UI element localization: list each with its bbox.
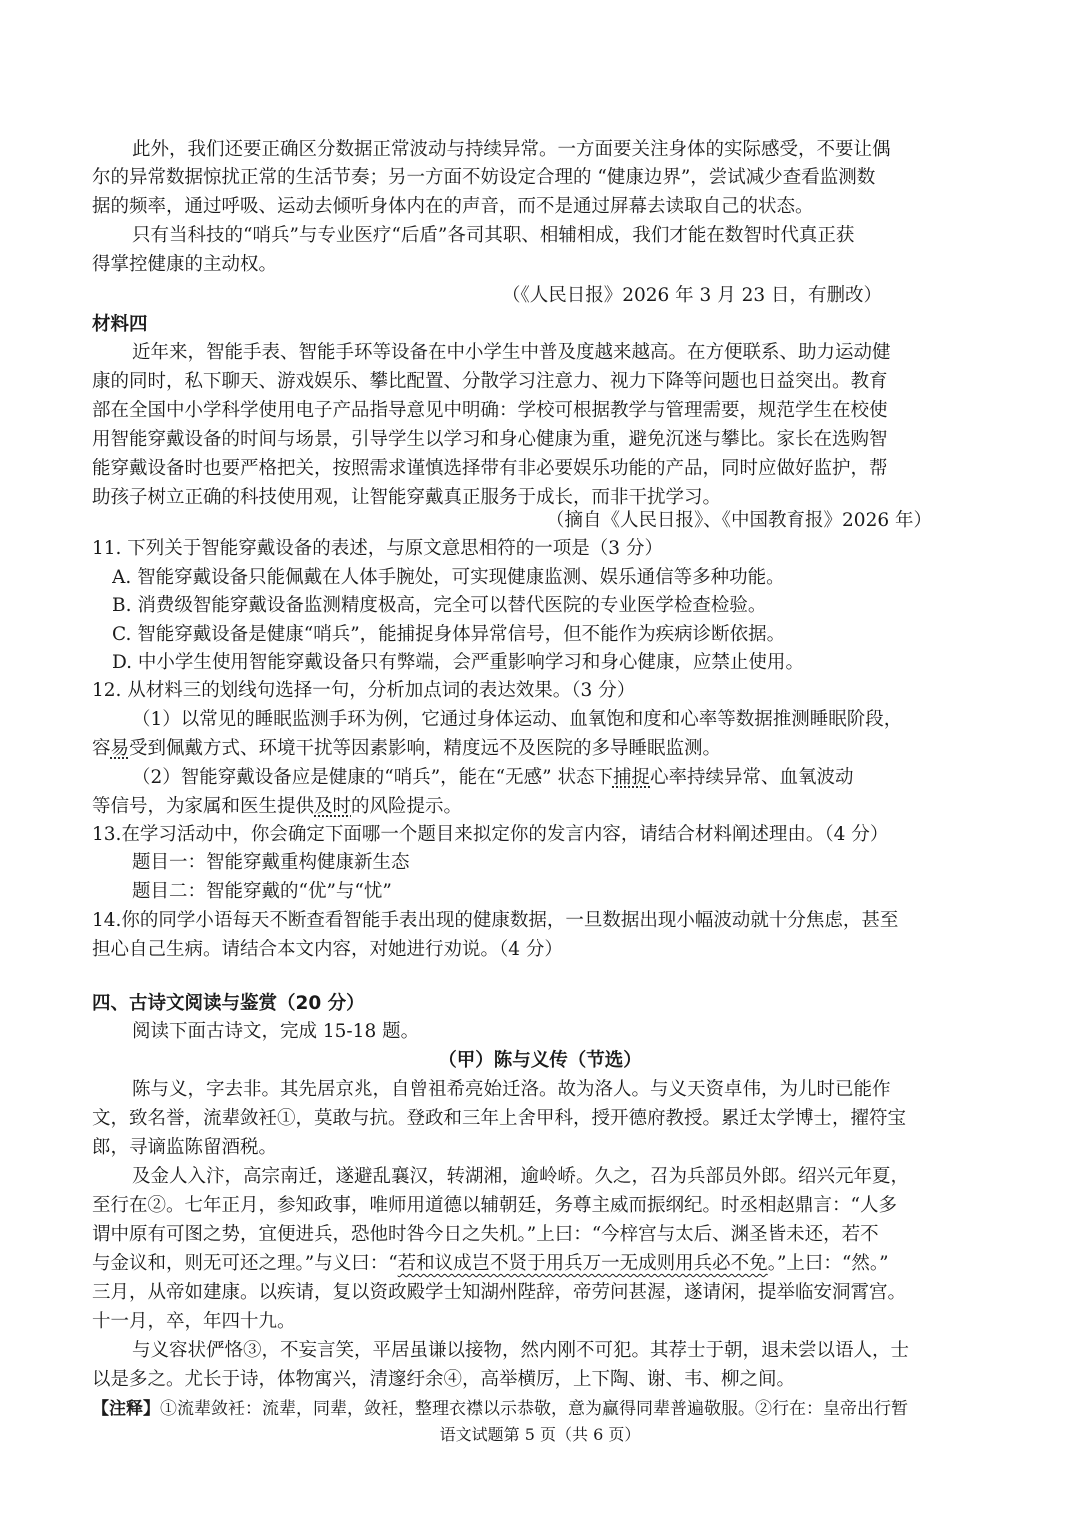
passage-p1-line-2: 文，致名誉，流辈敛衽①，莫敢与抗。登政和三年上舍甲科，授开德府教授。累迁太学博士，擢符宝: [92, 1108, 907, 1129]
p2-wavy-underlined-sentence: 若和议成岂不贤于用兵万一无成则用兵必不免: [397, 1253, 768, 1274]
m3-line-2: 尔的异常数据惊扰正常的生活节奏；另一方面不妨设定合理的 “健康边界”，尝试减少查看监测数: [92, 167, 876, 188]
q12-s2b-text-post: 的风险提示。: [351, 796, 463, 817]
passage-p1-line-3: 郎，寻谪监陈留酒税。: [92, 1137, 278, 1158]
q12-s2-text-pre: （2）智能穿戴设备应是健康的“哨兵”，能在“无感” 状态下: [132, 767, 613, 788]
passage-p2-line-5: 三月，从帝如建康。以疾请，复以资政殿学士知湖州陛辞，帝劳问甚渥，遂请闲，提举临安洞霄宫。: [92, 1282, 907, 1303]
passage-p2-line-2: 至行在②。七年正月，参知政事，唯师用道德以辅朝廷，务尊主威而振纲纪。时丞相赵鼎言：“人多: [92, 1195, 897, 1216]
q12-s2-dotted-word-1: 捕捉: [612, 767, 650, 788]
q12-s2-text-post: 心率持续异常、血氧波动: [650, 767, 854, 788]
q12-s1-text-pre: 容: [92, 738, 111, 759]
q12-sentence-1-line-2: [92, 735, 942, 763]
m4-source: （摘自《人民日报》、《中国教育报》2026 年）: [546, 510, 932, 531]
q12-sentence-1-line-1: （1）以常见的睡眠监测手环为例，它通过身体运动、血氧饱和度和心率等数据推测睡眠阶段，: [132, 709, 903, 730]
m4-heading: 材料四: [92, 314, 148, 335]
m3-line-3: 据的频率，通过呼吸、运动去倾听身体内在的声音，而不是通过屏幕去读取自己的状态。: [92, 196, 814, 217]
passage-p1-line-1: 陈与义，字去非。其先居京兆，自曾祖希亮始迁洛。故为洛人。与义天资卓伟，为儿时已能作: [132, 1079, 891, 1100]
p2-line-4-post: 。”上曰：“然。”: [767, 1253, 889, 1274]
q12-s2b-text-pre: 等信号，为家属和医生提供: [92, 796, 315, 817]
m3-line-5: 得掌控健康的主动权。: [92, 254, 278, 275]
p2-line-4-pre: 与金议和，则无可还之理。”与义曰：“: [92, 1253, 398, 1274]
passage-title: （甲）陈与义传（节选）: [438, 1050, 642, 1071]
section-4-heading: 四、古诗文阅读与鉴赏（20 分）: [92, 993, 365, 1014]
passage-p3-line-2: 以是多之。尤长于诗，体物寓兴，清邃纡余④，高举横厉，上下陶、谢、韦、柳之间。: [92, 1369, 796, 1390]
m3-line-4: 只有当科技的“哨兵”与专业医疗“后盾”各司其职、相辅相成，我们才能在数智时代真正获: [132, 225, 855, 246]
m4-line-6: 助孩子树立正确的科技使用观，让智能穿戴真正服务于成长，而非干扰学习。: [92, 487, 722, 508]
q14-line-2: 担心自己生病。请结合本文内容，对她进行劝说。（4 分）: [92, 939, 563, 960]
q12-stem: 12. 从材料三的划线句选择一句，分析加点词的表达效果。（3 分）: [92, 680, 636, 701]
annotation-note: [92, 1395, 942, 1423]
q11-stem: 11. 下列关于智能穿戴设备的表述，与原文意思相符的一项是（3 分）: [92, 538, 663, 559]
q11-option-c: C. 智能穿戴设备是健康“哨兵”，能捕捉身体异常信号，但不能作为疾病诊断依据。: [112, 624, 786, 645]
q12-s1-text-post: 受到佩戴方式、环境干扰等因素影响，精度远不及医院的多导睡眠监测。: [129, 738, 722, 759]
m4-line-5: 能穿戴设备时也要严格把关，按照需求谨慎选择带有非必要娱乐功能的产品，同时应做好监护，帮: [92, 458, 888, 479]
q11-option-b: B. 消费级智能穿戴设备监测精度极高，完全可以替代医院的专业医学检查检验。: [112, 595, 767, 616]
m4-line-1: 近年来，智能手表、智能手环等设备在中小学生中普及度越来越高。在方便联系、助力运动健: [132, 342, 891, 363]
m3-source: （《人民日报》2026 年 3 月 23 日，有删改）: [501, 285, 882, 306]
q13-topic-2: 题目二：智能穿戴的“优”与“忧”: [132, 881, 392, 902]
q13-topic-1: 题目一：智能穿戴重构健康新生态: [132, 852, 410, 873]
passage-p2-line-3: 谓中原有可图之势，宜便进兵，恐他时咎今日之失机。”上曰：“今梓宫与太后、渊圣皆未还，若不: [92, 1224, 879, 1245]
q12-sentence-2-line-1: [132, 764, 982, 792]
q12-sentence-2-line-2: [92, 793, 942, 821]
annotation-label: 【注释】: [92, 1399, 160, 1419]
passage-p2-line-6: 十一月，卒，年四十九。: [92, 1311, 296, 1332]
q13-stem: 13.在学习活动中，你会确定下面哪一个题目来拟定你的发言内容，请结合材料阐述理由。（4 分）: [92, 824, 889, 845]
q14-line-1: 14.你的同学小语每天不断查看智能手表出现的健康数据，一旦数据出现小幅波动就十分焦虑，甚至: [92, 910, 899, 931]
section-4-intro: 阅读下面古诗文，完成 15-18 题。: [132, 1021, 420, 1042]
m3-line-1: 此外，我们还要正确区分数据正常波动与持续异常。一方面要关注身体的实际感受，不要让偶: [132, 139, 891, 160]
passage-p2-line-4: [92, 1250, 942, 1278]
passage-p3-line-1: 与义容状俨恪③，不妄言笑，平居虽谦以接物，然内刚不可犯。其荐士于朝，退未尝以语人，士: [132, 1340, 910, 1361]
q12-s1-dotted-word: 易: [110, 738, 130, 759]
q11-option-a: A. 智能穿戴设备只能佩戴在人体手腕处，可实现健康监测、娱乐通信等多种功能。: [112, 567, 785, 588]
m4-line-4: 用智能穿戴设备的时间与场景，引导学生以学习和身心健康为重，避免沉迷与攀比。家长在选购智: [92, 429, 888, 450]
m4-line-2: 康的同时，私下聊天、游戏娱乐、攀比配置、分散学习注意力、视力下降等问题也日益突出。教育: [92, 371, 888, 392]
annotation-text: ①流辈敛衽：流辈，同辈，敛衽，整理衣襟以示恭敬，意为赢得同辈普遍敬服。②行在：皇帝出行暂: [160, 1399, 908, 1419]
passage-p2-line-1: 及金人入汴，高宗南迁，遂避乱襄汉，转湖湘，逾岭峤。久之，召为兵部员外郎。绍兴元年夏，: [132, 1166, 910, 1187]
m4-line-3: 部在全国中小学科学使用电子产品指导意见中明确：学校可根据教学与管理需要，规范学生在校使: [92, 400, 888, 421]
q12-s2-dotted-word-2: 及时: [314, 796, 352, 817]
page-footer: 语文试题第 5 页（共 6 页）: [439, 1425, 641, 1444]
q11-option-d: D. 中小学生使用智能穿戴设备只有弊端，会严重影响学习和身心健康，应禁止使用。: [112, 652, 804, 673]
